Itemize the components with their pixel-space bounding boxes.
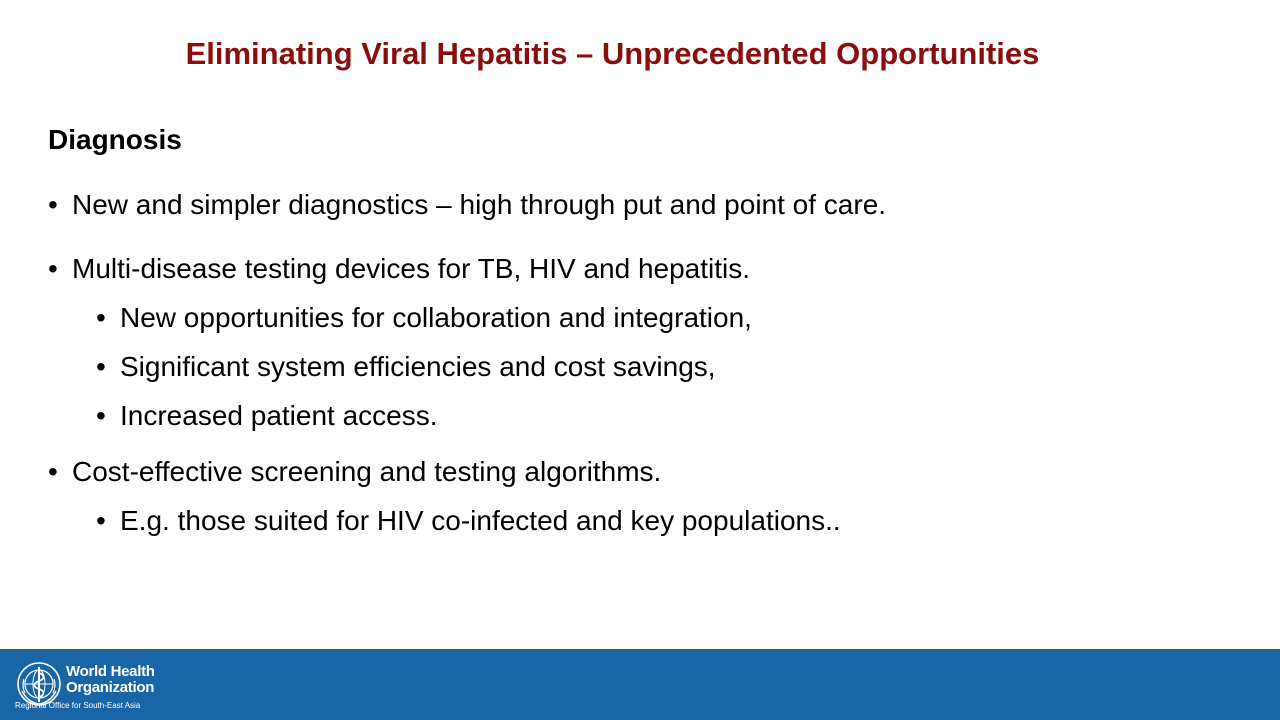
bullet-marker: • xyxy=(96,400,106,431)
sub-bullet-item xyxy=(96,302,752,334)
bullet-marker: • xyxy=(96,302,106,333)
sub-bullet-item xyxy=(96,351,716,383)
sub-bullet-item xyxy=(96,400,438,432)
footer-bar xyxy=(0,649,1280,720)
bullet-item xyxy=(48,456,662,488)
bullet-marker: • xyxy=(48,189,58,220)
sub-bullet-item xyxy=(96,505,841,537)
who-name-line-2: Organization xyxy=(66,679,155,696)
bullet-marker: • xyxy=(96,351,106,382)
bullet-text: Multi-disease testing devices for TB, HIV and hepatitis. xyxy=(72,253,751,284)
slide-title: Eliminating Viral Hepatitis – Unprecedented Opportunities xyxy=(185,36,1040,71)
bullet-marker: • xyxy=(96,505,106,536)
bullet-text: New opportunities for collaboration and integration, xyxy=(120,302,752,333)
bullet-marker: • xyxy=(48,456,58,487)
bullet-text: Cost-effective screening and testing algorithms. xyxy=(72,456,662,487)
who-region-label: Regional Office for South-East Asia xyxy=(15,701,141,710)
who-name-line-1: World Health xyxy=(66,663,155,680)
bullet-text: New and simpler diagnostics – high through put and point of care. xyxy=(72,189,887,220)
bullet-text: E.g. those suited for HIV co-infected and key populations.. xyxy=(120,505,841,536)
bullet-item xyxy=(48,253,751,285)
bullet-item xyxy=(48,189,887,221)
section-heading: Diagnosis xyxy=(48,124,182,155)
bullet-text: Significant system efficiencies and cost savings, xyxy=(120,351,716,382)
bullet-text: Increased patient access. xyxy=(120,400,438,431)
who-name xyxy=(66,664,155,696)
bullet-marker: • xyxy=(48,253,58,284)
